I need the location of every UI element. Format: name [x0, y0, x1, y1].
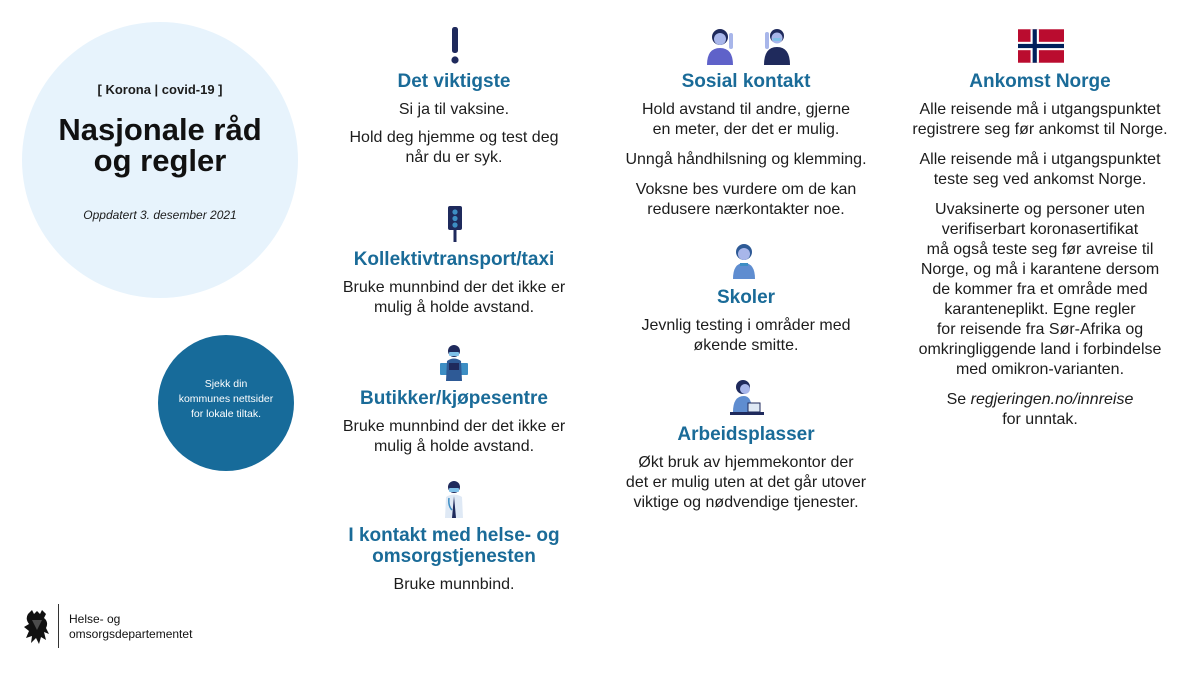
section-title-line-1: I kontakt med helse- og	[348, 525, 560, 546]
section-det-viktigste	[322, 71, 586, 168]
section-title: Arbeidsplasser	[677, 424, 815, 445]
innreise-link[interactable]: regjeringen.no/innreise	[970, 391, 1134, 408]
section-title: Ankomst Norge	[969, 71, 1111, 92]
section-title: Butikker/kjøpesentre	[360, 388, 548, 409]
section-text: Voksne bes vurdere om de kan	[635, 181, 857, 198]
section-arbeidsplasser	[606, 424, 886, 513]
section-text: viktige og nødvendige tjenester.	[633, 494, 859, 511]
section-text: verifiserbart koronasertifikat	[941, 221, 1139, 238]
section-text: Bruke munnbind.	[393, 576, 515, 593]
topic-tag: [ Korona | covid-19 ]	[97, 82, 223, 97]
section-title: Det viktigste	[397, 71, 511, 92]
page-title-line-2: og regler	[93, 143, 227, 178]
section-text: mulig å holde avstand.	[373, 299, 535, 316]
section-text: det er mulig uten at det går utover	[625, 474, 867, 491]
section-text: må også teste seg før avreise til	[926, 241, 1154, 258]
section-sosial-kontakt	[606, 71, 886, 220]
section-text: Bruke munnbind der det ikke er	[342, 279, 566, 296]
exclamation-icon	[449, 27, 461, 65]
department-name-line-1: Helse- og	[69, 612, 121, 626]
page-title	[22, 114, 298, 176]
section-text: registrere seg før ankomst til Norge.	[912, 121, 1168, 138]
section-text	[900, 390, 1180, 410]
section-helse-omsorg	[322, 525, 586, 595]
callout-line-3: for lokale tiltak.	[190, 408, 262, 420]
health-worker-icon	[443, 480, 465, 518]
section-text: Alle reisende må i utgangspunktet	[919, 151, 1161, 168]
section-butikker	[322, 388, 586, 457]
section-text: mulig å holde avstand.	[373, 438, 535, 455]
section-text: Jevnlig testing i områder med	[641, 317, 851, 334]
section-text: Bruke munnbind der det ikke er	[342, 418, 566, 435]
section-text: redusere nærkontakter noe.	[647, 201, 845, 218]
section-text: Unngå håndhilsning og klemming.	[625, 151, 867, 168]
section-text: Norge, og må i karantene dersom	[920, 261, 1160, 278]
section-text: økende smitte.	[693, 337, 799, 354]
section-kollektivtransport	[322, 249, 586, 318]
section-text: Økt bruk av hjemmekontor der	[638, 454, 854, 471]
section-text: teste seg ved ankomst Norge.	[933, 171, 1147, 188]
section-text: en meter, der det er mulig.	[652, 121, 840, 138]
section-text: med omikron-varianten.	[955, 361, 1125, 378]
link-prefix: Se	[946, 391, 971, 408]
department-name	[69, 612, 192, 642]
norwegian-lion-logo	[22, 610, 52, 644]
section-text: for unntak.	[1002, 411, 1078, 428]
section-text: Hold avstand til andre, gjerne	[641, 101, 851, 118]
norway-flag-icon	[1018, 29, 1064, 63]
department-name-line-2: omsorgsdepartementet	[69, 627, 193, 641]
section-ankomst-norge	[900, 71, 1180, 430]
section-text: Si ja til vaksine.	[398, 101, 510, 118]
page-title-line-1: Nasjonale råd	[58, 112, 262, 147]
section-text: karanteneplikt. Egne regler	[944, 301, 1136, 318]
traffic-light-icon	[447, 206, 463, 242]
local-measures-callout	[158, 335, 294, 471]
section-title-line-2: omsorgstjenesten	[372, 546, 536, 567]
section-text: når du er syk.	[405, 149, 503, 166]
updated-date: Oppdatert 3. desember 2021	[83, 208, 237, 222]
office-worker-icon	[730, 379, 764, 415]
section-text: omkringliggende land i forbindelse	[918, 341, 1162, 358]
hero-circle	[22, 22, 298, 298]
section-text: Hold deg hjemme og test deg	[349, 129, 559, 146]
section-text: Alle reisende må i utgangspunktet	[919, 101, 1161, 118]
two-people-icon	[705, 27, 791, 65]
logo-divider	[58, 604, 59, 648]
section-title: Sosial kontakt	[681, 71, 811, 92]
section-skoler	[606, 287, 886, 356]
section-text: Uvaksinerte og personer uten	[935, 201, 1145, 218]
section-text: for reisende fra Sør-Afrika og	[936, 321, 1144, 338]
shopper-icon	[437, 343, 471, 381]
section-text: de kommer fra et område med	[932, 281, 1148, 298]
callout-line-1: Sjekk din	[204, 378, 248, 390]
section-title: Kollektivtransport/taxi	[353, 249, 555, 270]
section-title: Skoler	[716, 287, 776, 308]
student-icon	[732, 243, 756, 279]
callout-line-2: kommunes nettsider	[178, 393, 274, 405]
